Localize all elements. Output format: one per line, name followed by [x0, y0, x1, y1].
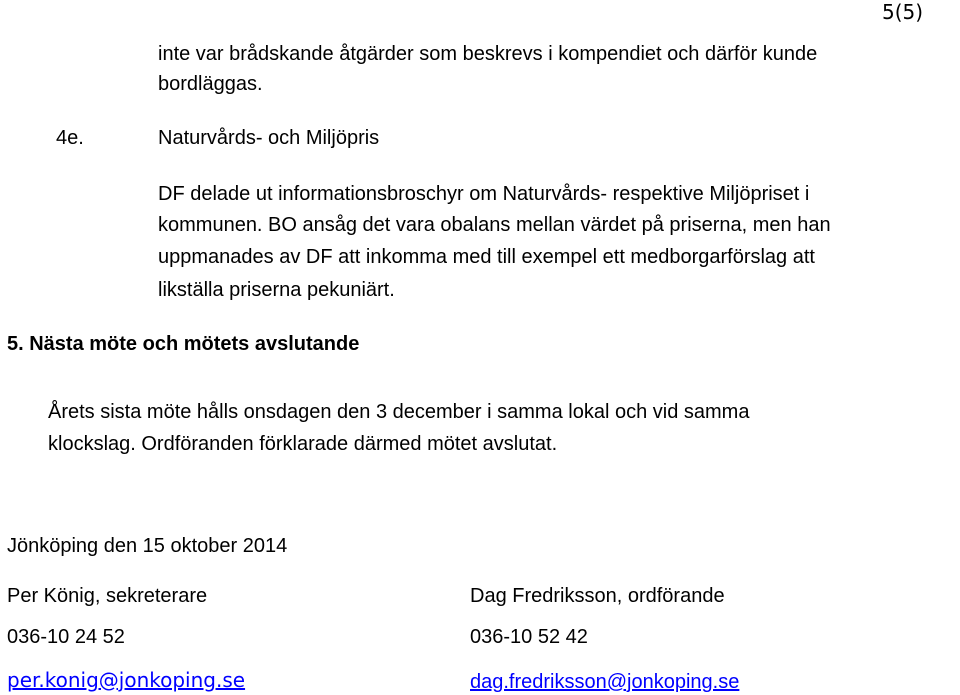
secretary-name-role: Per König, sekreterare: [7, 585, 208, 607]
secretary-phone: 036-10 24 52: [7, 626, 125, 648]
item-4e-paragraph-line: likställa priserna pekuniärt.: [158, 279, 395, 301]
secretary-email-link[interactable]: per.konig@jonkoping.se: [7, 668, 246, 692]
page-number: 5(5): [882, 0, 924, 24]
continuation-line-2: bordläggas.: [158, 73, 263, 95]
continuation-line-1: inte var brådskande åtgärder som beskrevs i kompendiet och därför kunde: [158, 43, 818, 65]
item-heading-4e: Naturvårds- och Miljöpris: [158, 127, 380, 149]
section-5-paragraph-line: Årets sista möte hålls onsdagen den 3 december i samma lokal och vid samma: [48, 401, 750, 423]
place-date: Jönköping den 15 oktober 2014: [7, 535, 288, 557]
section-heading-5: 5. Nästa möte och mötets avslutande: [7, 333, 360, 355]
item-4e-paragraph-line: DF delade ut informationsbroschyr om Naturvårds- respektive Miljöpriset i: [158, 183, 810, 205]
section-5-paragraph-line: klockslag. Ordföranden förklarade därmed mötet avslutat.: [48, 433, 558, 455]
item-4e-paragraph-line: uppmanades av DF att inkomma med till exempel ett medborgarförslag att: [158, 246, 815, 268]
item-4e-paragraph-line: kommunen. BO ansåg det vara obalans mellan värdet på priserna, men han: [158, 214, 831, 236]
chair-email-link[interactable]: dag.fredriksson@jonkoping.se: [470, 671, 740, 693]
chair-name-role: Dag Fredriksson, ordförande: [470, 585, 725, 607]
item-number-4e: 4e.: [56, 127, 84, 149]
chair-phone: 036-10 52 42: [470, 626, 588, 648]
